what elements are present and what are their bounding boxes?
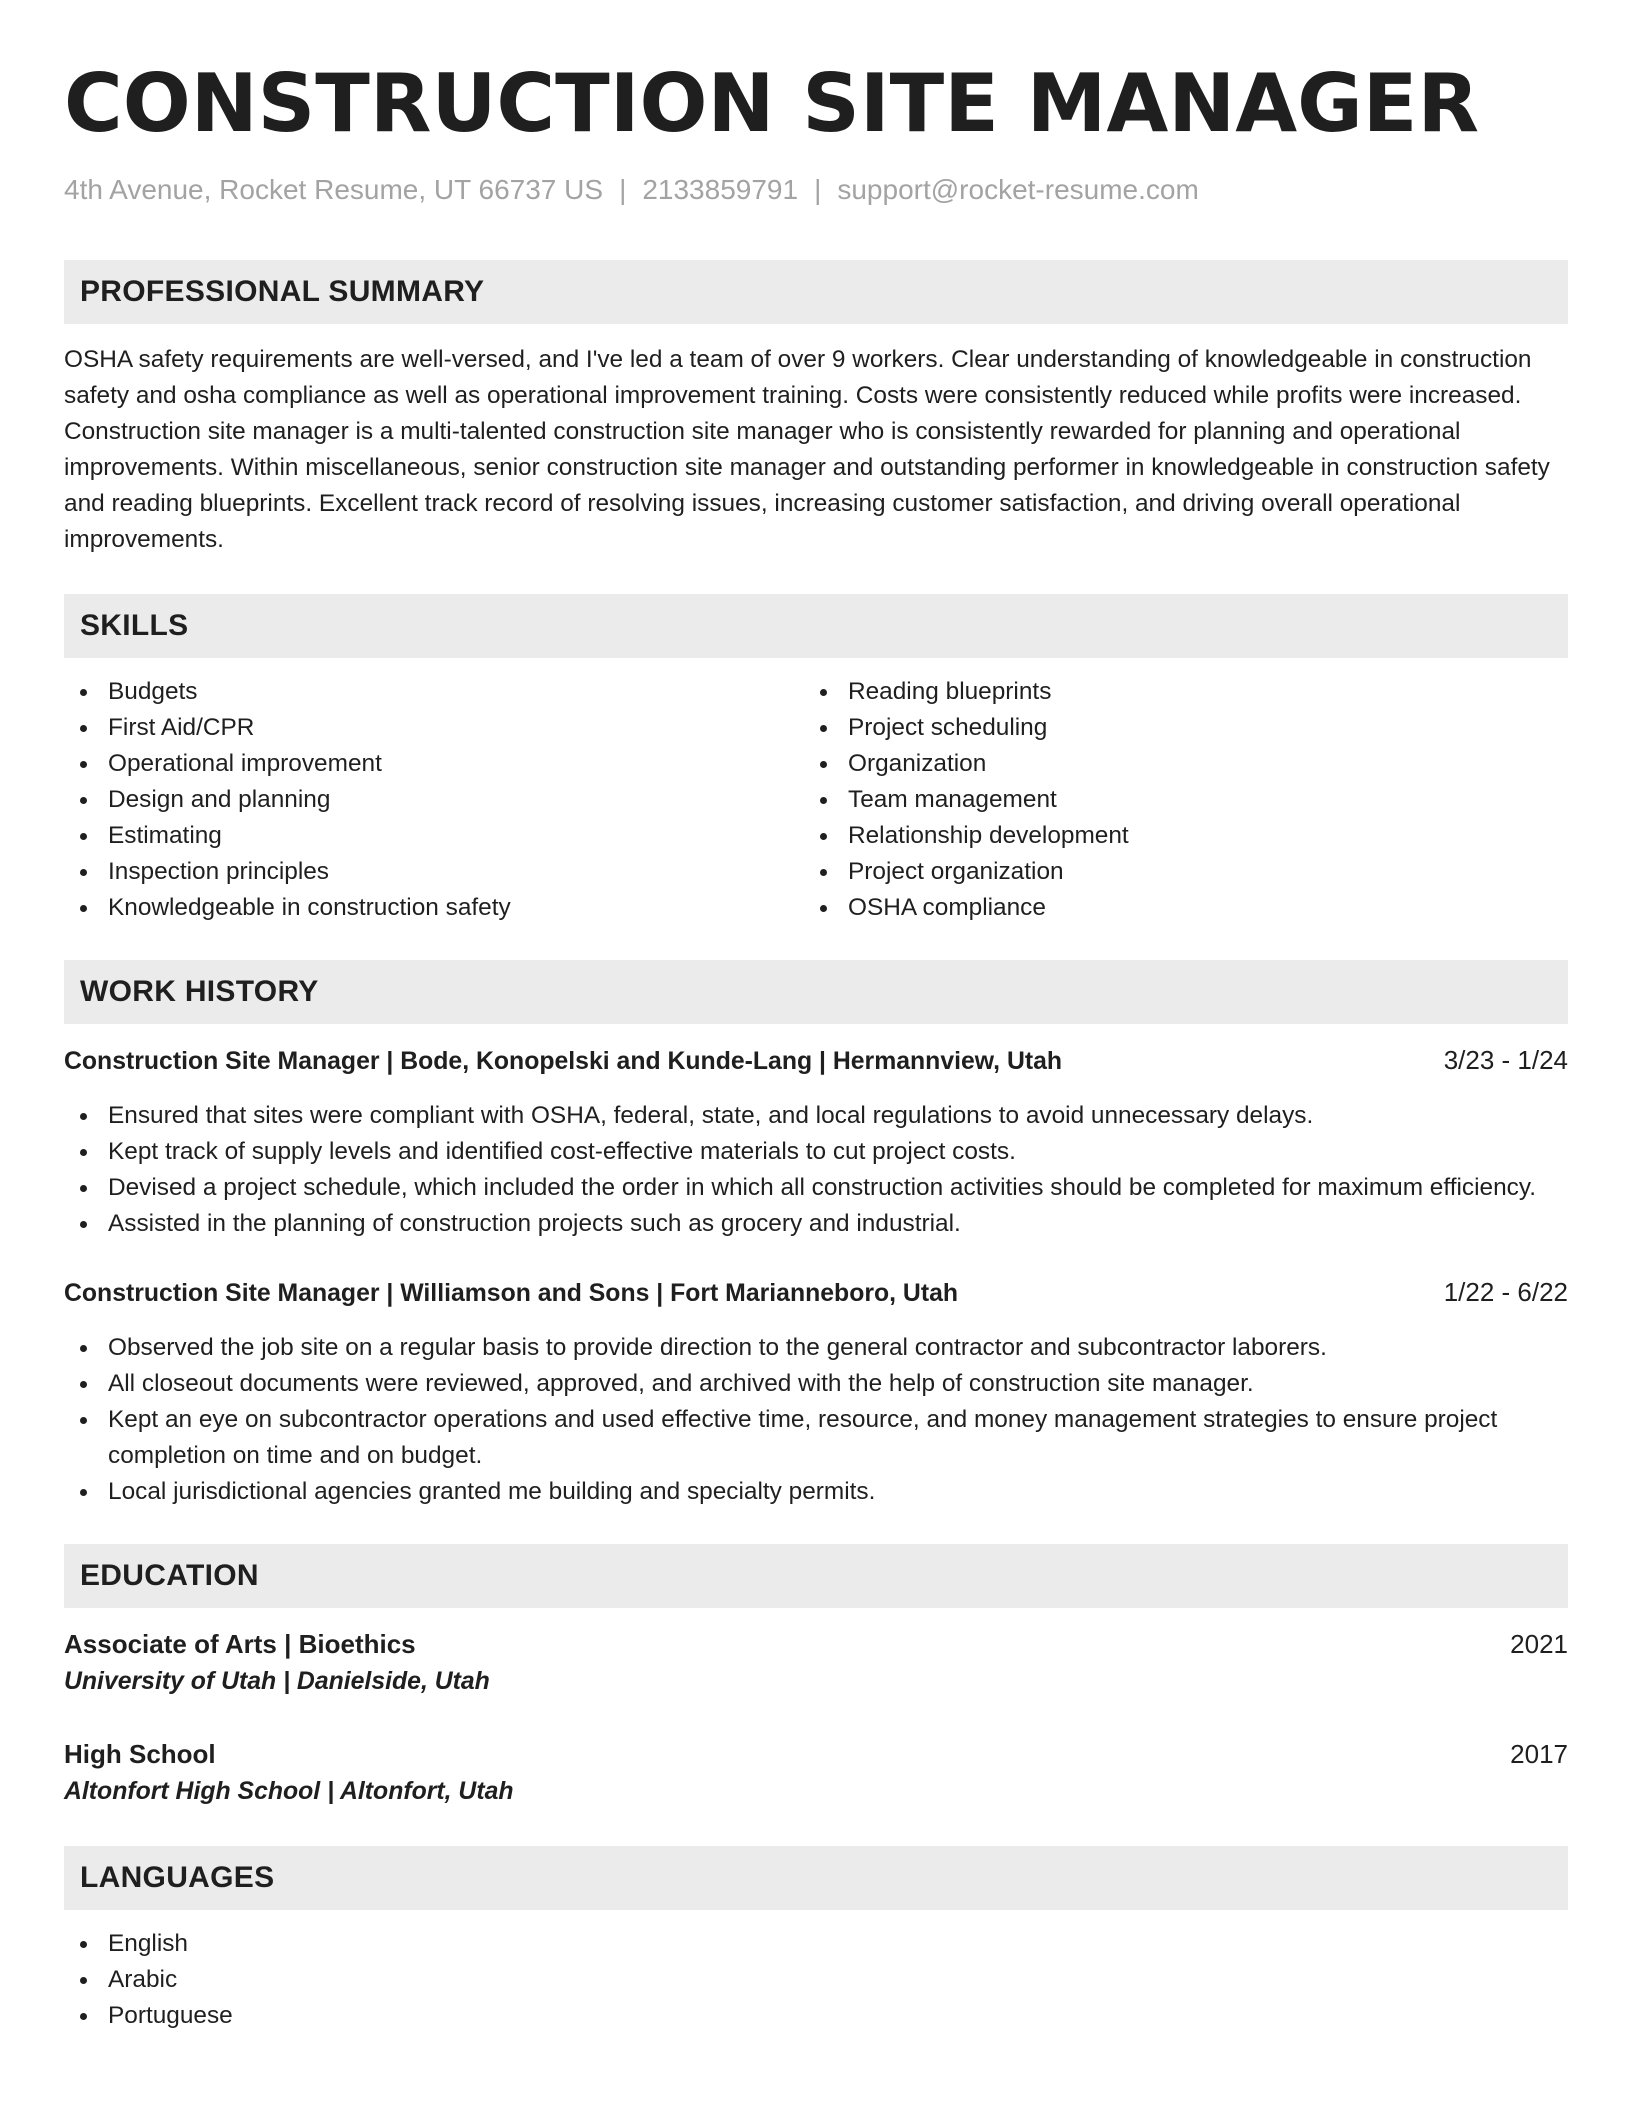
education-header bbox=[64, 1736, 1568, 1772]
job-entry bbox=[64, 1042, 1568, 1242]
skills-list-left bbox=[64, 674, 804, 926]
skill-item: Operational improvement bbox=[64, 746, 804, 782]
job-bullet: All closeout documents were reviewed, approved, and archived with the help of construction site manager. bbox=[64, 1366, 1568, 1402]
skill-item: OSHA compliance bbox=[804, 890, 1544, 926]
skill-item: Budgets bbox=[64, 674, 804, 710]
skill-item: First Aid/CPR bbox=[64, 710, 804, 746]
contact-address: 4th Avenue, Rocket Resume, UT 66737 US bbox=[64, 174, 604, 205]
skills-grid bbox=[64, 674, 1568, 926]
skill-item: Project scheduling bbox=[804, 710, 1544, 746]
education-school: Altonfort High School | Altonfort, Utah bbox=[64, 1778, 514, 1805]
job-title: Construction Site Manager | Williamson and Sons | Fort Marianneboro, Utah bbox=[64, 1280, 959, 1307]
language-item: English bbox=[64, 1926, 1568, 1962]
education-degree: High School bbox=[64, 1739, 216, 1769]
resume-name: CONSTRUCTION SITE MANAGER bbox=[64, 57, 1480, 150]
language-item: Portuguese bbox=[64, 1998, 1568, 2034]
skill-item: Organization bbox=[804, 746, 1544, 782]
job-dates: 3/23 - 1/24 bbox=[1443, 1045, 1568, 1075]
section-heading-skills: SKILLS bbox=[64, 594, 1568, 658]
job-header bbox=[64, 1274, 1568, 1312]
education-year: 2021 bbox=[1510, 1629, 1568, 1659]
education-degree: Associate of Arts | Bioethics bbox=[64, 1629, 416, 1659]
skill-item: Design and planning bbox=[64, 782, 804, 818]
job-header bbox=[64, 1042, 1568, 1080]
job-bullet: Ensured that sites were compliant with OSHA, federal, state, and local regulations to avoid unnecessary delays. bbox=[64, 1098, 1568, 1134]
section-heading-education: EDUCATION bbox=[64, 1544, 1568, 1608]
languages-list bbox=[64, 1926, 1568, 2034]
job-bullets bbox=[64, 1330, 1568, 1510]
education-school: University of Utah | Danielside, Utah bbox=[64, 1668, 490, 1695]
job-entry bbox=[64, 1274, 1568, 1510]
education-entry bbox=[64, 1736, 1568, 1810]
language-item: Arabic bbox=[64, 1962, 1568, 1998]
job-bullet: Kept an eye on subcontractor operations and used effective time, resource, and money management strategies to ensure project completion on time and on budget. bbox=[64, 1402, 1568, 1474]
job-bullet: Observed the job site on a regular basis to provide direction to the general contractor and subcontractor laborers. bbox=[64, 1330, 1568, 1366]
skill-item: Reading blueprints bbox=[804, 674, 1544, 710]
summary-text: OSHA safety requirements are well-versed, and I've led a team of over 9 workers. Clear understanding of knowledgeable in construction safety and osha compliance as well as operational improvement training. Costs were consistently reduced while profits were increased. Construction site manager is a multi-talented construction site manager who is consistently rewarded for planning and operational improvements. Within miscellaneous, senior construction site manager and outstanding performer in knowledgeable in construction safety and reading blueprints. Excellent track record of resolving issues, increasing customer satisfaction, and driving overall operational improvements. bbox=[64, 346, 1550, 553]
section-heading-summary: PROFESSIONAL SUMMARY bbox=[64, 260, 1568, 324]
job-bullet: Local jurisdictional agencies granted me building and specialty permits. bbox=[64, 1474, 1568, 1510]
skill-item: Project organization bbox=[804, 854, 1544, 890]
skill-item: Relationship development bbox=[804, 818, 1544, 854]
education-year: 2017 bbox=[1510, 1739, 1568, 1769]
section-heading-languages: LANGUAGES bbox=[64, 1846, 1568, 1910]
contact-separator: | bbox=[814, 174, 822, 205]
job-dates: 1/22 - 6/22 bbox=[1443, 1277, 1568, 1307]
job-title: Construction Site Manager | Bode, Konopelski and Kunde-Lang | Hermannview, Utah bbox=[64, 1048, 1063, 1075]
skill-item: Team management bbox=[804, 782, 1544, 818]
skill-item: Inspection principles bbox=[64, 854, 804, 890]
job-bullet: Devised a project schedule, which included the order in which all construction activities should be completed for maximum efficiency. bbox=[64, 1170, 1568, 1206]
education-header bbox=[64, 1626, 1568, 1662]
contact-phone: 2133859791 bbox=[642, 174, 799, 205]
job-bullet: Kept track of supply levels and identified cost-effective materials to cut project costs. bbox=[64, 1134, 1568, 1170]
contact-email: support@rocket-resume.com bbox=[837, 174, 1199, 205]
contact-line bbox=[64, 172, 1568, 208]
skill-item: Estimating bbox=[64, 818, 804, 854]
job-bullet: Assisted in the planning of construction projects such as grocery and industrial. bbox=[64, 1206, 1568, 1242]
section-heading-work-history: WORK HISTORY bbox=[64, 960, 1568, 1024]
skill-item: Knowledgeable in construction safety bbox=[64, 890, 804, 926]
education-entry bbox=[64, 1626, 1568, 1700]
skills-list-right bbox=[804, 674, 1544, 926]
job-bullets bbox=[64, 1098, 1568, 1242]
contact-separator: | bbox=[619, 174, 627, 205]
